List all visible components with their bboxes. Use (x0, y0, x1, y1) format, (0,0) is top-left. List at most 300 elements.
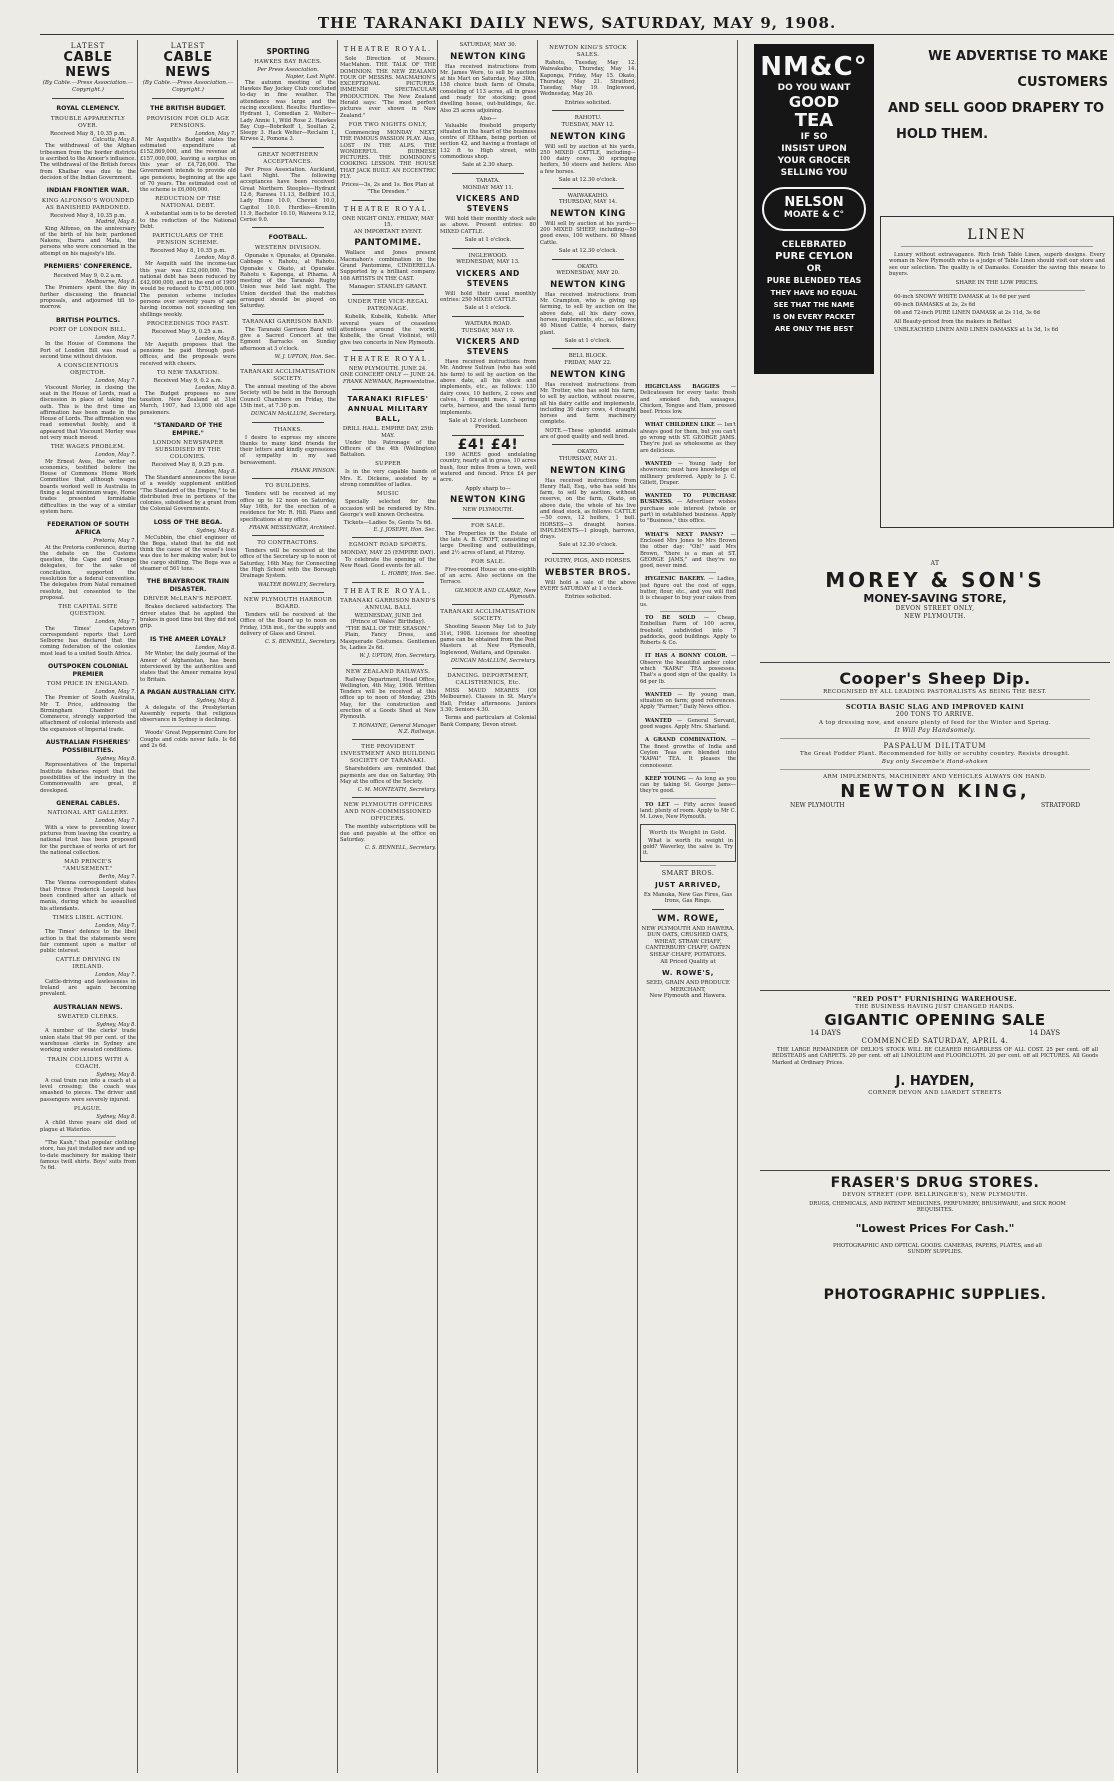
notice-signature: DUNCAN McALLUM, Secretary. (450, 657, 536, 664)
story-body: Brakes declared satisfactory. The driver states that he applied the brakes in good time but they did not grip. (140, 604, 236, 630)
small-ad: WANTED — Young lady for showroom; must have knowledge of millinery preferred. Apply to J. C. Gillett, Draper. (640, 460, 736, 486)
morey-at: AT (930, 560, 940, 567)
sale-body: Has received instructions from Mr. James Were, to sell by auction at his Mart on Saturday, May 30th, 158 choice bush farm of Omata, consisting of 113 acres, all in grass and ready for stocking; good dwelling house, out-buildings, &c. Also 25 acres adjoining. (440, 63, 536, 114)
notice-subhead: SUPPER (375, 461, 401, 468)
auctioneer-name: NEWTON KING (450, 495, 526, 506)
story-body: Representatives of the Imperial Institute fisheries report that the possibilities of the industry in the Commonwealth are great, if developed. (40, 762, 136, 794)
news-story (40, 317, 136, 361)
notice-prices: Prices—3s, 2s and 1s. Box Plan at "The Dresden." (341, 182, 435, 195)
story-body: The Times' Capetown correspondent reports that Lord Selborne has declared that the coming federation of the colonies must lead to a united South Africa. (40, 625, 136, 657)
sale-place: OKATO. (577, 263, 599, 270)
story-body: King Alfonso, on the anniversary of the birth of his heir, pardoned Nakens, Ibarra and Mata, the persons who were concerned in the attempt on his majesty's life. (40, 225, 136, 257)
news-story (40, 663, 136, 733)
sale-date: TUESDAY, MAY 19. (461, 327, 515, 334)
sale-commenced: COMMENCED SATURDAY, APRIL 4. (861, 1037, 1009, 1045)
tea-ad-line: THEY HAVE NO EQUAL (770, 289, 858, 297)
story-dateline: Sydney, May 8. (96, 1022, 136, 1029)
divider (780, 769, 1090, 770)
newton-king-farm-advertisement (760, 662, 1110, 810)
section-title: CABLE NEWS (63, 50, 113, 80)
divider (452, 173, 524, 174)
story-body: A child three years old died of plague at Waterloo. (40, 1120, 136, 1133)
divider (660, 798, 716, 799)
divider (152, 98, 224, 99)
notice-heading: TARANAKI ACCLIMATISATION SOCIETY. (440, 609, 536, 623)
story-heading: ROYAL CLEMENCY. (56, 105, 120, 112)
column-entertainments (340, 42, 436, 1773)
sale-time: Sale at 1 o'clock. (464, 305, 512, 312)
divider (660, 688, 716, 689)
small-ad-head: HYGIENIC BAKERY. (645, 576, 706, 583)
news-story (140, 578, 236, 629)
small-ad-body: Young lady for showroom; must have knowledge of millinery preferred. Apply to J. C. Gillett, Draper. (640, 460, 736, 486)
story-heading: IS THE AMEER LOYAL? (150, 635, 226, 643)
news-story (40, 1004, 136, 1054)
small-ad: WANTED — General Servant, good wages. Apply Mrs. Sharland. (640, 717, 736, 731)
small-ad-head: KEEP YOUNG (645, 775, 686, 782)
tea-ad-line: PURE CEYLON (775, 251, 853, 262)
nelson-moate-tea-advertisement (754, 44, 874, 374)
divider (352, 294, 424, 295)
hayden-address: CORNER DEVON AND LIARDET STREETS (868, 1089, 1002, 1096)
banner-line: AND SELL GOOD DRAPERY TO (887, 101, 1105, 116)
story-body: With a view to preventing lower pictures from leaving the country, a national trust has been proposed for the purchase of works of art for the national collection. (40, 824, 136, 856)
notice-body: Shareholders are reminded that payments are due on Saturday, 9th May at the office of the Society. (340, 766, 436, 785)
just-arrived-title: JUST ARRIVED, (655, 880, 721, 889)
sale-time: Sale at 1 o'clock. (564, 337, 612, 344)
notice-highlight: ONE CONCERT ONLY — JUNE 24. (340, 372, 436, 379)
gold-ad-title: Worth its Weight in Gold. (649, 829, 727, 836)
notice-signature: WALTER BOWLEY, Secretary. (257, 581, 336, 588)
column-small-ads (640, 384, 736, 1773)
story-dateline: London, May 7. (195, 130, 236, 137)
story-body: Opunake v. Opunake, at Opunake. Cabbage v. Rahotu, at Rahotu. Opunake v. Okato, at Opunake. Rahotu v. Kaponga, at Pihama. A meeting of the Taranaki Rugby Union was held last night. The Union decided that the matches arranged should be played on Saturday. (240, 252, 336, 310)
notice-signature: C. M. MONTEATH, Secretary. (357, 787, 436, 794)
small-ad-head: TO BE SOLD (645, 614, 696, 621)
story-dateline: Sydney, May 8. (96, 756, 136, 763)
story-subhead: SWEATED CLERKS. (57, 1014, 119, 1021)
sale-also: Also— (479, 115, 497, 122)
story-body: McCubbin, the chief engineer of the Bega, stated that he did not think the cause of the vessel's loss was due to her making water, but to the cargo shifting. The Bega was a steamer of 561 tons. (140, 534, 236, 573)
story-subhead: CATTLE DRIVING IN IRELAND. (55, 957, 121, 971)
banner-line: WE ADVERTISE TO MAKE CUSTOMERS (928, 49, 1108, 90)
divider (452, 248, 524, 249)
sale-time: Sale at 1 o'clock. (464, 237, 512, 244)
story-heading: PREMIERS' CONFERENCE. (43, 263, 133, 271)
fraser-body: DRUGS, CHEMICALS, AND PATENT MEDICINES, PERFUMERY, BRUSHWARE, and SICK ROOM REQUISITES. (809, 1201, 1066, 1214)
small-ad-body: Observe the beautiful amber color which "KAPAI" TEA possesses. That's a good sign of the quality. 1s 6d per lb. (640, 659, 736, 685)
fraser-address: DEVON STREET (OPP. BELLRINGER'S), NEW PLYMOUTH. (842, 1192, 1028, 1198)
column-rule (637, 40, 638, 1773)
notice-body: Is in the very capable hands of Mrs. E. Dickens, assisted by a strong committee of ladies. (340, 469, 436, 489)
small-ad: KEEP YOUNG — As long as you can by taking St. George Jams—they're good. (640, 775, 736, 795)
sale-time: Sale at 12.30 o'clock. (558, 177, 618, 184)
story-subhead: KING ALFONSO'S WOUNDED AS BANISHED PARDONED. (41, 197, 135, 211)
story-body: The Times' defence to the libel action is that the statements were fair comment upon a matter of public interest. (40, 929, 136, 955)
story-subhead: THE CAPITAL SITE QUESTION. (58, 604, 118, 618)
notice-date: ONE NIGHT ONLY. FRIDAY, MAY 15. (342, 215, 434, 229)
just-arrived-body: Ex Manuka, New Gas Fires, Gas Irons, Gas Rings. (643, 891, 733, 905)
story-body: Mr Ernest Aves, the writer on economics, testified before the House of Commons Home Work Committee that although wages boards worked well in Australia in fixing a legal minimum wage, Home trades presented formidable difficulties in the way of a similar system here. (40, 458, 136, 515)
auctioneer-name: NEWTON KING (550, 369, 626, 380)
red-post-sub: THE BUSINESS HAVING JUST CHANGED HANDS. (855, 1004, 1015, 1010)
column-auctions-2 (540, 42, 636, 1773)
notice-signature: GILMOUR AND CLARKE, New Plymouth. (454, 587, 536, 601)
sale-body: Have received instructions from Mr. Andrew Sulivan (who has sold his farm) to sell by auction on the above date, all his stock and implements, etc., as follows: 130 dairy cows, 10 heifers, 2 cows and calves, 1 draught mare, 2 spring carts, harness, and the usual farm implements. (440, 359, 536, 416)
story-dateline: London, May 7. (95, 619, 136, 626)
notice-heading: FOR SALE. (470, 558, 506, 565)
morey-name: MOREY & SON'S (825, 568, 1045, 592)
divider (660, 611, 716, 612)
small-ad: TO LET — Fifty acres leased land; plenty of room. Apply to Mr C. M. Lowe, New Plymouth. (640, 801, 736, 821)
story-body: Mr Asquith's Budget states the estimated expenditure at £152,869,000, and the revenue at £157,000,000, leaving a surplus on this year of £4,726,000. The Government intends to provide old age pensions, beginning at the age of 70 years. The estimated cost of the scheme is £6,000,000. (140, 136, 236, 194)
story-body: At the Pretoria conference, during the debate on the Customs question, the Cape and Orange delegates, for the sake of conciliation, supported the resolution for a federal convention. The delegates from Natal remained resolute, but consented to the proposal. (40, 544, 136, 601)
divider (909, 290, 1085, 291)
divider (660, 489, 716, 490)
divider (352, 389, 424, 390)
column-rule (737, 40, 738, 1773)
location-right: STRATFORD (1040, 802, 1080, 809)
sale-date: THURSDAY, MAY 21. (559, 455, 617, 462)
story-heading: "STANDARD OF THE EMPIRE." (153, 422, 223, 437)
small-ad-body: Enclosed Mrs Jones to Mrs Brown the other day: "Oh!" said Mrs Brown, "there is a man at ST. GEORGE JAMS," and they're no good, never mind. (640, 537, 736, 570)
story-list (140, 105, 236, 723)
sale-body: THE LARGE REMAINDER OF DELIO'S STOCK WILL BE CLEARED REGARDLESS OF ALL COST. 25 per cent. off all BEDSTEADS and CARPETS. 20 per cent. off all LINOLEUM and FLOORCLOTH. 20 per cent. off all PICTURES. All Goods Marked at Ordinary Prices. (772, 1047, 1098, 1066)
small-ad-head: WHAT'S NEXT PANSY? (645, 531, 724, 538)
news-story (140, 519, 236, 573)
rowe-quality: All Priced Quality at (660, 958, 716, 965)
column-auctions-1 (440, 42, 536, 1773)
story-received: Received May 8, 9.25 p.m. (151, 462, 225, 469)
slag-pays: It Will Pay Handsomely. (894, 727, 976, 734)
notice-body: MISS MAUD MEARES (Of Melbourne). Classes in St. Mary's Hall, Friday afternoons. Juniors 3.30; Seniors 4.30. (440, 688, 536, 714)
story-heading: LOSS OF THE BEGA. (153, 518, 223, 526)
small-ad: HYGIENIC BAKERY. — Ladies, just figure out the cost of eggs, butter, flour, etc., and you will find it is cheaper to buy your cakes from us. (640, 576, 736, 608)
section-kicker: LATEST (70, 42, 106, 50)
small-ad: WHAT'S NEXT PANSY? — Enclosed Mrs Jones to Mrs Brown the other day: "Oh!" said Mrs Brown, "there is a man at ST. GEORGE JAMS," and they're no good, never mind. (640, 531, 736, 570)
divider (780, 738, 1090, 739)
small-ad-body: The finest growths of India and Ceylon Teas are blended into "KAPAI" TEA. It pleases the connoisseur. (640, 743, 736, 769)
slag-body: A top dressing now, and ensure plenty of feed for the Winter and Spring. (818, 720, 1052, 726)
notice-body: Wallace and Jones present Macmahon's combination in the Grand Pantomime, CINDERELLA. Supported by a brilliant company. 108 ARTISTS IN THE CAST. (340, 250, 436, 282)
dateline: Napier, Last Night. (285, 73, 336, 80)
notice-signature: C. S. BENNELL, Secretary. (364, 845, 436, 852)
story-subhead: GREAT NORTHERN ACCEPTANCES. (257, 151, 319, 165)
theatre-heading: THEATRE ROYAL. (343, 586, 433, 595)
morey-advertisement (760, 560, 1110, 621)
auctioneer-name: VICKERS AND STEVENS (456, 194, 520, 214)
notice-heading: DANCING. DEPORTMENT, CALISTHENICS, Etc. (447, 673, 529, 687)
notice-highlight: "THE BALL OF THE SEASON." (345, 625, 431, 632)
small-ad-head: TO LET (645, 801, 670, 808)
divider (660, 572, 716, 573)
notice-signature: FRANK PINSON. (290, 468, 336, 475)
notice-signature: Manager: STANLEY GRANT. (348, 283, 428, 290)
story-subhead: HAWKES BAY RACES. (254, 58, 322, 65)
auctioneer-name: WEBSTER BROS. (544, 567, 632, 578)
hayden-name: J. HAYDEN, (895, 1073, 975, 1089)
theatre-heading: THEATRE ROYAL. (343, 354, 433, 363)
story-heading: OUTSPOKEN COLONIAL PREMIER (47, 663, 129, 678)
story-subhead: PARTICULARS OF THE PENSION SCHEME. (152, 233, 224, 247)
tea-logo: NM&C° (760, 52, 868, 82)
linen-body: Luxury without extravagance. Rich Irish Table Linen, superb designs. Every woman in New Plymouth who is a judge of Table Linen should visit our store and see our selection. The quality is of Damasks. Consider the saving this means to buyers. (889, 252, 1105, 277)
story-received: Received May 9, 0.25 a.m. (151, 328, 225, 335)
divider (552, 553, 624, 554)
red-post-advertisement (760, 990, 1110, 1097)
divider (60, 1136, 116, 1137)
story-dateline: London, May 8. (195, 468, 236, 475)
tea-ad-line: SELLING YOU (780, 168, 848, 178)
story-list (40, 105, 136, 1133)
implements-line: ARM IMPLEMENTS, MACHINERY AND VEHICLES ALWAYS ON HAND. (823, 774, 1047, 780)
divider (452, 668, 524, 669)
sale-entries: Entries solicited. (564, 594, 612, 601)
divider (252, 314, 324, 315)
linen-sale: SHARE IN THE LOW PRICES. (955, 280, 1039, 287)
section-subtitle: (By Cable.—Press Association.—Copyright.) (42, 80, 134, 93)
tea-ad-line: IS ON EVERY PACKET (773, 313, 855, 321)
small-ad: WHAT CHILDREN LIKE — Isn't always good for them, but you can't go wrong with ST. GEORGE JAMS. They're just as wholesome as they are delicious. (640, 422, 736, 454)
red-post-title: "RED POST" FURNISHING WAREHOUSE. (852, 995, 1018, 1003)
tea-ad-line: PURE BLENDED TEAS (766, 276, 862, 285)
story-subhead: TOM PRICE IN ENGLAND. (46, 681, 130, 687)
news-story (40, 957, 136, 997)
small-ad: IT HAS A BONNY COLOR. — Observe the beautiful amber color which "KAPAI" TEA possesses. That's a good sign of the quality. 1s 6d per lb. (640, 653, 736, 685)
column-rule (137, 40, 138, 1773)
sale-body: Will sell by auction at his yards, 250 MIXED CATTLE, including—100 dairy cows, 30 springing heifers, 50 steers and heifers. Also a few horses. (540, 143, 636, 175)
story-dateline: London, May 7. (95, 378, 136, 385)
sale-apply: Apply sharp to— (465, 485, 511, 492)
notice-signature: FRANK NEWMAN, Representative. (342, 379, 436, 386)
tea-ad-line: SEE THAT THE NAME (773, 301, 855, 309)
story-body: Cattle-driving and lawlessness in Ireland are again becoming prevalent. (40, 978, 136, 998)
photo-title: PHOTOGRAPHIC SUPPLIES. (823, 1287, 1047, 1304)
news-story (140, 233, 236, 318)
sale-body: Will hold a sale of the above EVERY SATURDAY at 1 o'clock. (540, 579, 636, 592)
divider (252, 535, 324, 536)
story-received: Received May 9, 0.2 a.m. (53, 272, 123, 279)
notice-heading: THANKS. (273, 426, 303, 433)
small-ad-head: WANTED TO PURCHASE BUSINESS. (640, 493, 736, 506)
photo-body: PHOTOGRAPHIC AND OPTICAL GOODS. CAMERAS, PAPERS, PLATES, and all SUNDRY SUPPLIES. (833, 1242, 1042, 1255)
divider (452, 518, 524, 519)
news-story (40, 859, 136, 912)
sale-date: MONDAY MAY 11. (462, 184, 514, 191)
rowe-location: NEW PLYMOUTH AND HAWERA. (641, 925, 735, 932)
tea-ad-line: CELEBRATED (781, 240, 847, 250)
sale-body: Has received instructions from Mr. Trotter, who has sold his farm, to sell by auction, without reserve, all his dairy cattle and implements, including 30 dairy cows, 4 draught horses and farm machinery complete. (540, 381, 636, 426)
story-dateline: Calcutta, May 8. (92, 137, 136, 144)
sale-place: RAHOTU. (574, 115, 602, 122)
story-dateline: London, May 7. (95, 972, 136, 979)
story-body: Mr Asquith proposes that the pensions be paid through post-offices, and the proposals were received with cheers. (140, 341, 236, 367)
small-ad-body: Isn't always good for them, but you can't go wrong with ST. GEORGE JAMS. They're just as wholesome as they are delicious. (640, 422, 736, 454)
story-received: Received May 8, 10.35 p.m. (149, 248, 227, 255)
news-story (40, 739, 136, 794)
story-dateline: London, May 7. (95, 452, 136, 459)
newton-king-locations (760, 802, 1110, 810)
auctioneer-name: NEWTON KING (550, 131, 626, 142)
tea-brand-oval (762, 187, 866, 231)
story-heading: BRITISH POLITICS. (55, 316, 121, 324)
notice-signature: C. S. BENNELL, Secretary. (264, 639, 336, 646)
story-subhead: DRIVER McLEAN'S REPORT. (143, 596, 233, 603)
gigantic-sale-title: GIGANTIC OPENING SALE (824, 1011, 1046, 1029)
paspalum-title: PASPALUM DILITATUM (883, 742, 987, 750)
story-heading: INDIAN FRONTIER WAR. (46, 187, 130, 195)
notice-heading: NEWTON KING'S STOCK SALES. (549, 45, 627, 58)
tea-ad-line: OR (806, 264, 822, 274)
auctioneer-name: NEWTON KING (450, 51, 526, 62)
sale-time: Sale at 12 o'clock. Luncheon Provided. (448, 417, 528, 431)
story-body: A coal train ran into a coach at a level crossing; the coach was smashed to pieces. The driver and passengers were severely injured. (40, 1077, 136, 1103)
small-ad: WANTED — By young man, situation on farm; good references. Apply "Farmer," Daily News office. (640, 691, 736, 711)
divider (552, 444, 624, 445)
story-subhead: WESTERN DIVISION. (254, 244, 322, 251)
notice-heading: UNDER THE VICE-REGAL PATRONAGE. (347, 299, 429, 313)
notice-body: Plain, Fancy Dress, and Masquerade Costumes. Gentlemen 5s, Ladies 2s 6d. (340, 632, 436, 651)
linen-item: 60-inch DAMASKS at 2s, 2s 6d (894, 302, 976, 309)
sale-days (760, 1029, 1110, 1037)
divider (780, 699, 1090, 700)
masthead: THE TARANAKI DAILY NEWS, SATURDAY, MAY 9, 1908. (317, 14, 837, 32)
divider (552, 259, 624, 260)
notice-body: Tenders will be received at the Office of the Board up to noon on Friday, 15th inst., for the supply and delivery of Glass and Gravel. (240, 611, 336, 637)
story-subhead: A CONSCIENTIOUS OBJECTOR. (57, 363, 119, 377)
story-subhead: PROVISION FOR OLD AGE PENSIONS. (146, 115, 230, 129)
small-ad-head: WHAT CHILDREN LIKE (645, 422, 715, 429)
story-received: Received May 9, 0.2 a.m. (153, 378, 223, 384)
small-ad-body: General Servant, good wages. Apply Mrs. Sharland. (640, 717, 736, 731)
fraser-slogan: "Lowest Prices For Cash." (855, 1221, 1015, 1235)
story-received: Received May 8, 10.35 p.m. (49, 130, 127, 137)
section-kicker: LATEST (170, 42, 206, 50)
notice-signature: L. HOBBY, Hon. Sec. (381, 571, 436, 578)
small-ad: WANTED TO PURCHASE BUSINESS. — Advertiser wishes purchase sole interest (whole or part) in established business. Apply to "Business," this office. (640, 493, 736, 525)
story-heading: GENERAL CABLES. (56, 799, 120, 807)
story-subhead: MAD PRINCE'S "AMUSEMENT." (63, 859, 113, 873)
sale-body: The Properties in the Estate of the late A. B. CROFT, consisting of large Dwelling and outbuildings, and 2½ acres of land, at Fitzroy. (440, 530, 536, 556)
notice-body: Specially selected for the occasion will be rendered by Mrs. George's well known Orchestra. (340, 499, 436, 518)
divider (552, 348, 624, 349)
notice-date: NEW PLYMOUTH. JUNE 24. (348, 365, 428, 372)
story-body: A substantial sum is to be devoted to the reduction of the National Debt. (140, 211, 236, 231)
tea-ad-line: ARE ONLY THE BEST (774, 325, 854, 333)
notice-body: Tenders will be received at my office up to 12 noon on Saturday, May 16th, for the erection of a residence for Mr. R. Hill. Plans and specifications at my office. (240, 491, 336, 523)
gold-ad-body: What is worth its weight in gold? Waverley, the salve is. Try it. (643, 837, 733, 857)
notice-heading: TARANAKI ACCLIMATISATION SOCIETY. (240, 369, 336, 383)
section-title: CABLE NEWS (163, 50, 213, 80)
small-ad-body: Delicatessen for every taste: fresh and smoked fish, sausages, Chicken, Tongue and Ham, pressed beef. Prices low. (640, 390, 736, 416)
sale-place: BELL BLOCK. (568, 353, 608, 360)
notice-signature: E. J. JOSEPH, Hon. Sec. (373, 526, 436, 533)
divider (252, 147, 324, 148)
story-body: The autumn meeting of the Hawkes Bay Jockey Club concluded to-day in fine weather. The attendance was large and the racing excellent. Results: Hurdles—Hydrant 1, Comedian 2. Welter—Lady Annie 1, Wild Rose 2. Hawkes Bay Cup—Bobrikoff 1, Soultan 2, Sleepy 3. Hack Welter—Reclaim 1, Kirwee 2, Pomona 3. (240, 79, 336, 143)
sporting-heading: SPORTING (266, 47, 310, 56)
divider (160, 726, 216, 727)
tea-ad-line: INSIST UPON (781, 144, 847, 154)
sheep-dip-title: Cooper's Sheep Dip. (839, 669, 1031, 688)
small-ad-head: IT HAS A BONNY COLOR. (645, 653, 728, 660)
divider (652, 909, 724, 910)
rowe-location: New Plymouth and Hawera. (649, 993, 727, 1000)
sale-date: TUESDAY, MAY 12. (561, 121, 615, 128)
tea-ad-line: YOUR GROCER (777, 156, 851, 166)
drapery-advertisement (880, 44, 1112, 148)
notice-heading: TARANAKI GARRISON BAND. (242, 318, 334, 325)
story-dateline: Madrid, May 8. (95, 219, 136, 226)
story-heading: THE BRITISH BUDGET. (150, 105, 226, 112)
small-ad: A GRAND COMBINATION. — The finest growths of India and Ceylon Teas are blended into "KAPAI" TEA. It pleases the connoisseur. (640, 737, 736, 769)
sale-date: FRIDAY, MAY 22. (564, 360, 612, 367)
notice-signature: W. J. UPTON, Hon. Sec. (274, 353, 336, 360)
story-subhead: TIMES LIBEL ACTION. (52, 914, 124, 921)
divider (660, 714, 716, 715)
small-ad: HIGHCLASS BAGGIES — Delicatessen for every taste: fresh and smoked fish, sausages, Chicken, Tongue and Ham, pressed beef. Prices low. (640, 384, 736, 416)
morey-address: DEVON STREET ONLY, (895, 605, 975, 612)
notice-date: MONDAY, MAY 25 (EMPIRE DAY). (340, 550, 436, 557)
price-headline: £4! £4! (457, 437, 519, 454)
notice-highlight: FOR TWO NIGHTS ONLY, (348, 121, 428, 128)
byline: Per Press Association. (257, 66, 319, 73)
notice-body: Railway Department, Head Office, Wellington, 4th May, 1908. Written Tenders will be received at this office up to noon of Monday, 25th May, for the construction and erection of a Goods Shed at New Plymouth. (340, 676, 436, 721)
divider (660, 457, 716, 458)
story-heading: A PAGAN AUSTRALIAN CITY. (140, 688, 236, 696)
divider (352, 350, 424, 351)
linen-advertisement (880, 216, 1114, 528)
divider (352, 200, 424, 201)
story-dateline: London, May 8. (195, 384, 236, 391)
divider (660, 865, 716, 866)
news-story (40, 1106, 136, 1133)
masthead-rule (40, 34, 1114, 35)
news-story (40, 521, 136, 601)
news-story (40, 444, 136, 515)
divider (352, 664, 424, 665)
story-subhead: PROCEEDINGS TOO FAST. (146, 320, 230, 327)
divider (252, 422, 324, 423)
divider (901, 246, 1093, 247)
story-subhead: NATIONAL ART GALLERY. (47, 810, 129, 817)
smart-bros-name: SMART BROS. (661, 868, 715, 877)
notice-body: The annual meeting of the above Society will be held in the Borough Council Chambers on Friday, the 15th inst., at 7.30 p.m. (240, 384, 336, 409)
story-heading: FOOTBALL. (268, 234, 308, 242)
notice-signature: DUNCAN McALLUM, Secretary. (250, 411, 336, 418)
sale-body: Valuable freehold property situated in the heart of the business centre of Eltham, being portion of section 42, and having a frontage of 132 ft to High street, with commodious shop. (440, 122, 536, 161)
story-dateline: London, May 7. (95, 922, 136, 929)
auctioneer-name: NEWTON KING (550, 279, 626, 290)
divider (552, 110, 624, 111)
story-dateline: Sydney, May 8. (96, 1071, 136, 1078)
morey-subtitle: MONEY-SAVING STORE, (863, 592, 1007, 605)
pantomime-title: PANTOMIME. (354, 238, 422, 249)
story-heading: THE BRAYBROOK TRAIN DISASTER. (146, 578, 230, 593)
notice-body: I desire to express my sincere thanks to many kind friends for their letters and kindly expressions of sympathy in my sad bereavement. (240, 434, 336, 466)
column-latest-cable-news-2 (140, 42, 236, 1773)
divider (352, 739, 424, 740)
notice-subhead: MUSIC (377, 491, 399, 498)
story-body: The Standard announces the issue of a weekly supplement entitled "The Standard of the Empire," to be distributed free in portions of the colonies, subsidised by a grant from the Colonial Governments. (140, 474, 236, 513)
notice-heading: FOR SALE. (470, 522, 506, 529)
story-subhead: LONDON NEWSPAPER SUBSIDISED BY THE COLONIES. (152, 440, 224, 461)
tea-ad-line: TEA (794, 110, 834, 131)
notice-body: The monthly subscriptions will be due and payable at the office on Saturday. (340, 824, 436, 844)
column-rule (237, 40, 238, 1773)
slag-sub: 200 TONS TO ARRIVE. (895, 711, 975, 718)
small-ad-body: Fifty acres leased land; plenty of room. Apply to Mr C. M. Lowe, New Plymouth. (640, 801, 736, 821)
sale-place: OKATO. (577, 449, 599, 456)
